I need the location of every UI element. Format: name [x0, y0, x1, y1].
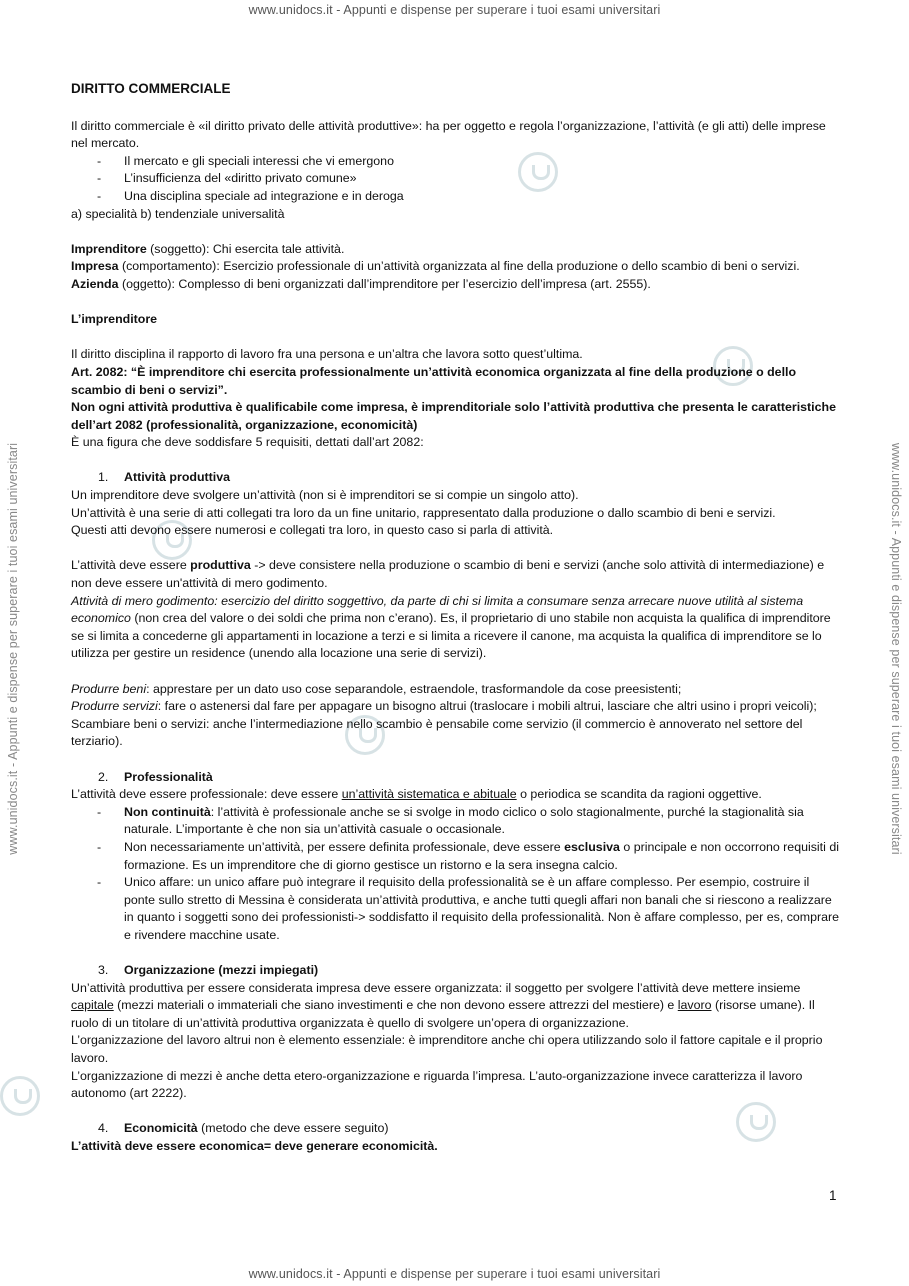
section-heading-imprenditore: L’imprenditore — [71, 312, 158, 327]
list-item: - Non necessariamente un’attività, per essere definita professionale, deve essere esclusiva o principale e non occorrono requisiti di formazione. Es un imprenditore che di giorno gestisce un ristorno e la sera insegna calcio. — [71, 839, 841, 874]
paragraph: L’organizzazione del lavoro altrui non è elemento essenziale: è imprenditore anche chi opera utilizzando solo il fattore capitale e il proprio lavoro. — [71, 1033, 823, 1066]
paragraph: Produrre servizi: fare o astenersi dal fare per appagare un bisogno altrui (traslocare i mobili altrui, lasciare che altri usino i propri veicoli); — [71, 699, 817, 714]
paragraph: Questi atti devono essere numerosi e collegati tra loro, in questo caso si parla di attività. — [71, 523, 554, 538]
page-number: 1 — [829, 1188, 837, 1203]
section-heading-attivita: 1. Attività produttiva — [98, 470, 231, 485]
section-heading-economicita: 4. Economicità (metodo che deve essere seguito) — [98, 1121, 389, 1136]
top-watermark-banner: www.unidocs.it - Appunti e dispense per superare i tuoi esami universitari — [248, 3, 661, 17]
paragraph: Scambiare beni o servizi: anche l’intermediazione nello scambio è pensabile come servizio (il commercio è annoverato nel settore del terziario). — [71, 716, 803, 749]
paragraph: Un’attività è una serie di atti collegati tra loro da un fine unitario, rappresentato dalla produzione o dallo scambio di beni e servizi. — [71, 505, 776, 520]
paragraph: Attività di mero godimento: esercizio del diritto soggettivo, da parte di chi si limita a consumare senza arrecare nuove utilità al sistema economico (non crea del valore o dei soldi che prima non c’erano). Es, il proprietario di uno stabile non acquista la qualifica di imprenditore se si limita a concederne gli appartamenti in locazione a terzi e si limita a ricevere il canone, ma acquista la qualifica di imprenditore se lo utilizza per gestire un residence (unendo alla locazione una serie di servizi). — [71, 593, 831, 661]
bold-paragraph: L’attività deve essere economica= deve generare economicità. — [71, 1139, 438, 1154]
intro-paragraph: Il diritto commerciale è «il diritto privato delle attività produttive»: ha per oggetto e regola l’organizzazione, l’attività (e gli atti) delle imprese nel mercato. — [71, 118, 826, 151]
watermark-logo-icon — [0, 1076, 40, 1116]
list-item: - Non continuità: l’attività è professionale anche se si svolge in modo ciclico o solo stagionalmente, purché la stagionalità sia naturale. L’importante è che non sia un’attività casuale o occasionale. — [71, 804, 841, 839]
paragraph: Produrre beni: apprestare per un dato uso cose separandole, estraendole, trasformandole da cose preesistenti; — [71, 681, 682, 696]
paragraph: Un imprenditore deve svolgere un’attività (non si è imprenditori se si compie un singolo atto). — [71, 488, 579, 503]
list-item: - Una disciplina speciale ad integrazione e in deroga — [71, 188, 841, 206]
list-item: - Unico affare: un unico affare può integrare il requisito della professionalità se è un affare complesso. Per esempio, costruire il ponte sullo stretto di Messina è considerata un’attività produttiva, e anche tutti quegli affari non banali che si riescono a realizzare in quanto i soggetti sono dei professionisti-> soddisfatto il requisito della professionalità. Non è affare complesso, per es, comprare e rivendere macchine usate. — [71, 874, 841, 944]
paragraph: L’attività deve essere produttiva -> deve consistere nella produzione o scambio di beni e servizi (anche solo attività di intermediazione) e non deve essere un'attività di mero godimento. — [71, 558, 825, 591]
list-item: - L’insufficienza del «diritto privato comune» — [71, 170, 841, 188]
section-heading-professionalita: 2. Professionalità — [98, 769, 213, 784]
paragraph: Il diritto disciplina il rapporto di lavoro fra una persona e un’altra che lavora sotto quest’ultima. — [71, 347, 583, 362]
definition-azienda: Azienda (oggetto): Complesso di beni organizzati dall’imprenditore per l’esercizio dell’impresa (art. 2555). — [71, 276, 651, 291]
paragraph: L’attività deve essere professionale: deve essere un’attività sistematica e abituale o periodica se scandita da ragioni oggettive. — [71, 787, 762, 802]
document-body — [71, 80, 841, 1156]
right-side-watermark: www.unidocs.it - Appunti e dispense per superare i tuoi esami universitari — [888, 442, 903, 855]
document-title: DIRITTO COMMERCIALE — [71, 81, 231, 96]
definition-imprenditore: Imprenditore (soggetto): Chi esercita tale attività. — [71, 241, 345, 256]
left-side-watermark: www.unidocs.it - Appunti e dispense per superare i tuoi esami universitari — [6, 442, 21, 855]
section-heading-organizzazione: 3. Organizzazione (mezzi impiegati) — [98, 963, 319, 978]
paragraph: Un’attività produttiva per essere considerata impresa deve essere organizzata: il soggetto per svolgere l’attività deve mettere insieme capitale (mezzi materiali o immateriali che siano investimenti e che non devono essere attrezzi del mestiere) e lavoro (risorse umane). Il ruolo di un titolare di un’attività produttiva organizzata è quello di svolgere un’opera di organizzazione. — [71, 980, 815, 1030]
intro-after: a) specialità b) tendenziale universalità — [71, 206, 285, 221]
art-2082-quote: Art. 2082: “È imprenditore chi esercita professionalmente un’attività economica organizzata al fine della produzione o dello scambio di beni o servizi”. — [71, 364, 797, 397]
list-item: - Il mercato e gli speciali interessi che vi emergono — [71, 153, 841, 171]
bold-paragraph: Non ogni attività produttiva è qualificabile come impresa, è imprenditoriale solo l’attività produttiva che presenta le caratteristiche dell’art 2082 (professionalità, organizzazione, economicità) — [71, 400, 836, 432]
paragraph: L’organizzazione di mezzi è anche detta etero-organizzazione e riguarda l’impresa. L’auto-organizzazione invece caratterizza il lavoro autonomo (art 2222). — [71, 1068, 803, 1101]
paragraph: È una figura che deve soddisfare 5 requisiti, dettati dall’art 2082: — [71, 435, 424, 450]
definition-impresa: Impresa (comportamento): Esercizio professionale di un’attività organizzata al fine della produzione o dello scambio di beni o servizi. — [71, 259, 800, 274]
bottom-watermark-banner: www.unidocs.it - Appunti e dispense per superare i tuoi esami universitari — [248, 1267, 661, 1281]
